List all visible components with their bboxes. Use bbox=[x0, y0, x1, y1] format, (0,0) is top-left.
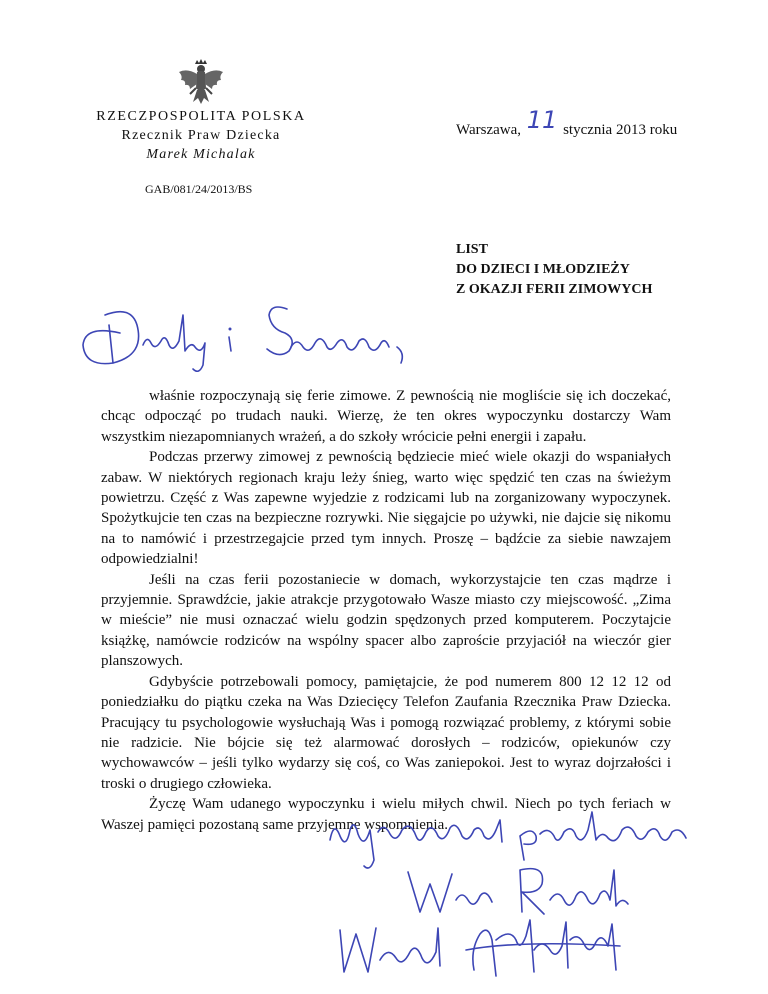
letterhead bbox=[88, 108, 314, 164]
org-person: Marek Michalak bbox=[146, 147, 256, 162]
body-paragraph-3: Jeśli na czas ferii pozostaniecie w domach, wykorzystajcie ten czas mądrze i przyjemnie. Sprawdźcie, jakie atrakcje przygotowało Wasze miasto czy miejscowość. „Zima w mieście” nie musi oznaczać wielu godzin spędzonych przed komputerem. Poczytajcie książkę, namówcie rodziców na wspólny spacer albo zaproście przyjaciół na wieczór gier planszowych. bbox=[101, 571, 671, 670]
org-office: Rzecznik Praw Dziecka bbox=[121, 128, 281, 143]
handwritten-closing bbox=[320, 800, 710, 980]
body-paragraph-5: Życzę Wam udanego wypoczynku i wielu miłych chwil. Niech po tych feriach w Waszej pamięci pozostaną same przyjemne wspomnienia. bbox=[101, 796, 671, 833]
date-day-handwritten: 11 bbox=[526, 106, 558, 134]
date-place: Warszawa, bbox=[456, 122, 522, 138]
letter-body bbox=[101, 386, 671, 835]
handwritten-salutation bbox=[75, 285, 415, 375]
body-paragraph-1: właśnie rozpoczynają się ferie zimowe. Z pewnością nie mogliście się ich doczekać, chcąc odpocząć po trudach nauki. Wierzę, że ten okres wypoczynku dostarczy Wam wszystkim niezapomnianych wrażeń, a do szkoły wrócicie pełni energii i zapału. bbox=[101, 388, 671, 445]
body-paragraph-4: Gdybyście potrzebowali pomocy, pamiętajcie, że pod numerem 800 12 12 12 od poniedziałku do piątku czeka na Was Dziecięcy Telefon Zaufania Rzecznika Praw Dziecka. Pracujący tu psychologowie wysłuchają Was i pomogą rozwiązać problemy, z którymi sobie nie radzicie. Nie bójcie się też alarmować dorosłych – rodziców, opiekunów czy wychowawców – jeśli tylko wydarzy się coś, co Was zaniepokoi. Jest to wyraz dojrzałości i troski o drugiego człowieka. bbox=[101, 673, 671, 792]
title-line-1: LIST bbox=[456, 242, 488, 257]
date-rest: stycznia 2013 roku bbox=[563, 122, 678, 138]
body-paragraph-2: Podczas przerwy zimowej z pewnością będziecie mieć wiele okazji do wspaniałych zabaw. W niektórych regionach kraju leży śnieg, warto więc spędzić ten czas na świeżym powietrzu. Część z Was zapewne wyjedzie z rodzicami lub na zorganizowany wypoczynek. Spożytkujcie ten czas na bezpieczne rozrywki. Nie sięgajcie po używki, nie dajcie się nikomu na to namówić i przestrzegajcie przed tym innych. Proszę – bądźcie za siebie nawzajem odpowiedzialni! bbox=[101, 449, 671, 568]
title-line-3: Z OKAZJI FERII ZIMOWYCH bbox=[456, 282, 653, 297]
letter-title bbox=[456, 240, 652, 300]
title-line-2: DO DZIECI I MŁODZIEŻY bbox=[456, 262, 630, 277]
org-name: RZECZPOSPOLITA POLSKA bbox=[96, 109, 306, 124]
white-eagle-emblem-icon bbox=[175, 58, 227, 110]
date-line bbox=[456, 106, 678, 140]
reference-number: GAB/081/24/2013/BS bbox=[145, 182, 253, 196]
